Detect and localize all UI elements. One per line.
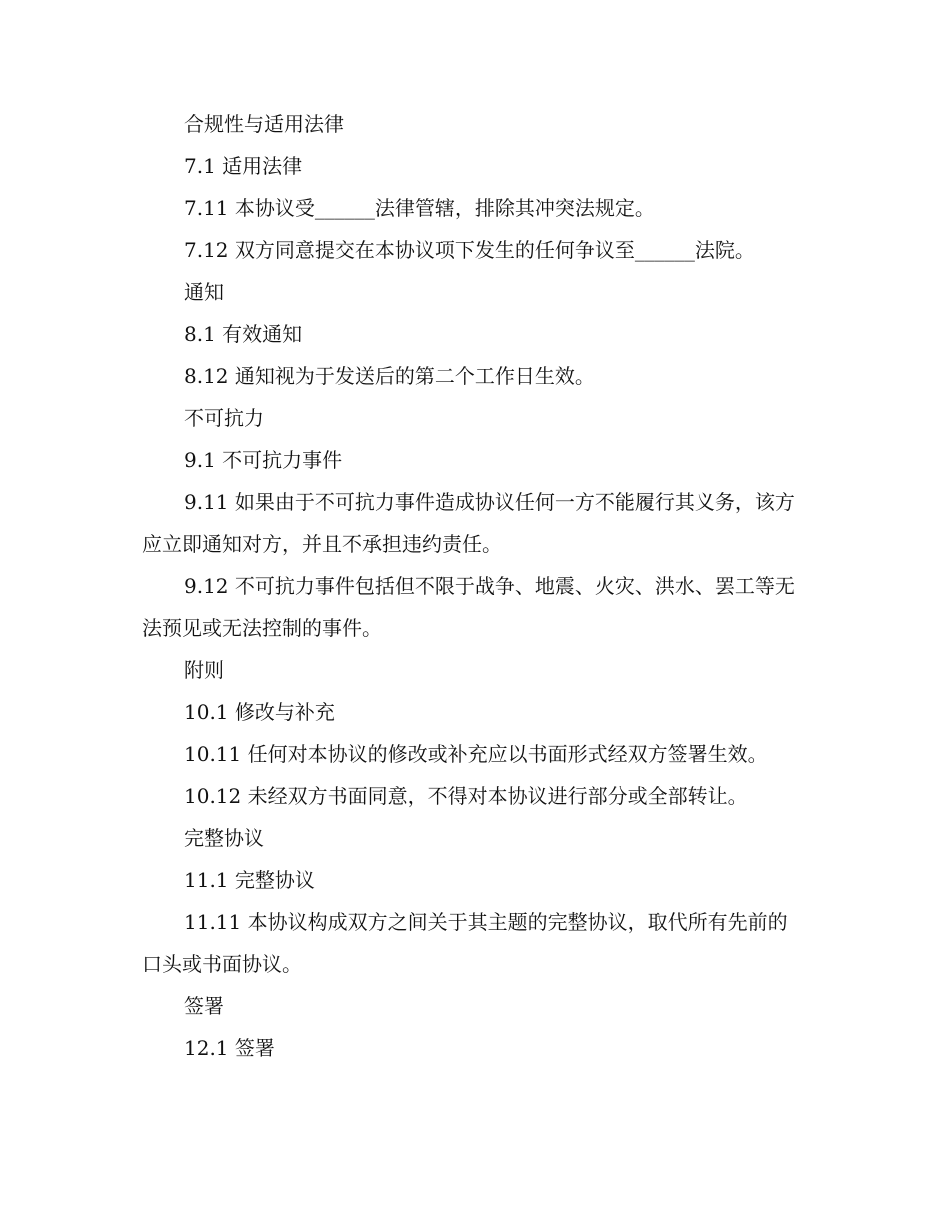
clause-10-1: 10.1 修改与补充 [184,700,335,724]
clause-11-11: 11.11 本协议构成双方之间关于其主题的完整协议，取代所有先前的口头或书面协议。 [142,910,788,976]
clause-12-1: 12.1 签署 [184,1036,275,1060]
clause-8-1: 8.1 有效通知 [184,322,303,346]
section-heading-notice: 通知 [184,280,224,304]
section-heading-signature: 签署 [184,994,224,1018]
clause-8-12: 8.12 通知视为于发送后的第二个工作日生效。 [184,364,595,388]
clause-11-1: 11.1 完整协议 [184,868,315,892]
section-heading-supplementary: 附则 [184,658,224,682]
clause-9-11: 9.11 如果由于不可抗力事件造成协议任何一方不能履行其义务，该方应立即通知对方，并且不承担违约责任。 [142,490,795,556]
section-heading-entire-agreement: 完整协议 [184,826,264,850]
section-heading-force-majeure: 不可抗力 [184,406,264,430]
clause-7-11: 7.11 本协议受______法律管辖，排除其冲突法规定。 [184,196,655,220]
clause-9-12: 9.12 不可抗力事件包括但不限于战争、地震、火灾、洪水、罢工等无法预见或无法控制的事件。 [142,574,795,640]
document-body [142,103,807,1069]
clause-9-1: 9.1 不可抗力事件 [184,448,343,472]
clause-7-1: 7.1 适用法律 [184,154,303,178]
clause-10-11: 10.11 任何对本协议的修改或补充应以书面形式经双方签署生效。 [184,742,768,766]
clause-10-12: 10.12 未经双方书面同意，不得对本协议进行部分或全部转让。 [184,784,748,808]
clause-7-12: 7.12 双方同意提交在本协议项下发生的任何争议至______法院。 [184,238,755,262]
section-heading-compliance: 合规性与适用法律 [184,112,344,136]
